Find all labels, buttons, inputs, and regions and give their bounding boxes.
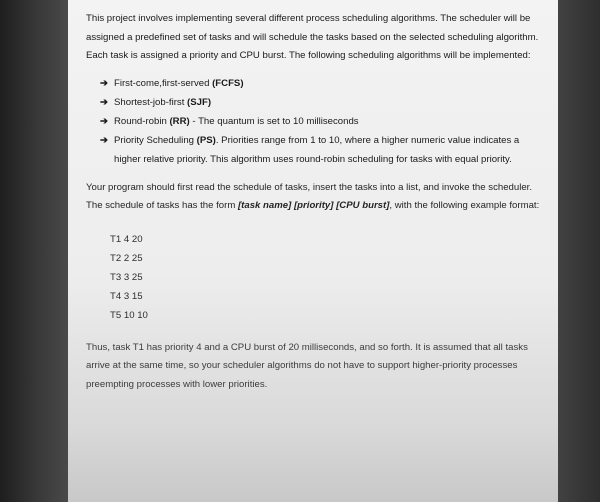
item-text: Shortest-job-first [114, 96, 188, 108]
program-text-end: , with the following example format: [389, 200, 540, 211]
item-text: Priority Scheduling [114, 134, 197, 146]
item-text: Round-robin [114, 115, 170, 127]
arrow-icon: ➔ [100, 115, 109, 127]
sample-row: T5 10 10 [110, 309, 148, 321]
item-abbr: (RR) [169, 115, 190, 127]
document-page [68, 0, 558, 502]
list-item-ps [100, 131, 544, 169]
list-item-rr [100, 112, 544, 131]
intro-paragraph: This project involves implementing several different process scheduling algorithms. The scheduler will be assigned a predefined set of tasks and will schedule the tasks based on the selected scheduling algorithm. Each task is assigned a priority and CPU burst. The following scheduling algorithms will be implemented: [86, 13, 539, 61]
sample-row: T4 3 15 [110, 290, 143, 302]
list-item-fcfs [100, 74, 544, 93]
program-text: Your program should first read the schedule of tasks, insert the tasks into a list, and invoke the scheduler. The schedule of tasks has the form [86, 181, 533, 211]
sample-task-list [110, 230, 544, 325]
item-abbr: (PS) [196, 134, 216, 146]
algorithm-list [100, 74, 544, 169]
closing-paragraph: Thus, task T1 has priority 4 and a CPU burst of 20 milliseconds, and so forth. It is assumed that all tasks arrive at the same time, so your scheduler algorithms do not have to support higher-priority processes preempting processes with lower priorities. [86, 341, 528, 390]
format-task-name: [task name] [237, 200, 292, 211]
item-detail: - The quantum is set to 10 milliseconds [189, 115, 359, 127]
item-text: First-come,first-served [114, 77, 213, 89]
arrow-icon: ➔ [100, 96, 109, 108]
sample-row: T1 4 20 [110, 233, 143, 245]
format-cpu-burst: [CPU burst] [336, 200, 390, 211]
format-priority: [priority] [293, 200, 334, 211]
list-item-sjf [100, 93, 544, 112]
program-paragraph [86, 179, 544, 216]
item-abbr: (SJF) [187, 96, 212, 108]
sample-row: T2 2 25 [110, 252, 143, 264]
arrow-icon: ➔ [100, 77, 109, 89]
arrow-icon: ➔ [100, 134, 109, 146]
item-abbr: (FCFS) [212, 77, 244, 89]
item-detail: . Priorities range from 1 to 10, where a higher numeric value indicates a higher relative priority. This algorithm uses round-robin scheduling for tasks with equal priority. [114, 134, 520, 165]
sample-row: T3 3 25 [110, 271, 143, 283]
